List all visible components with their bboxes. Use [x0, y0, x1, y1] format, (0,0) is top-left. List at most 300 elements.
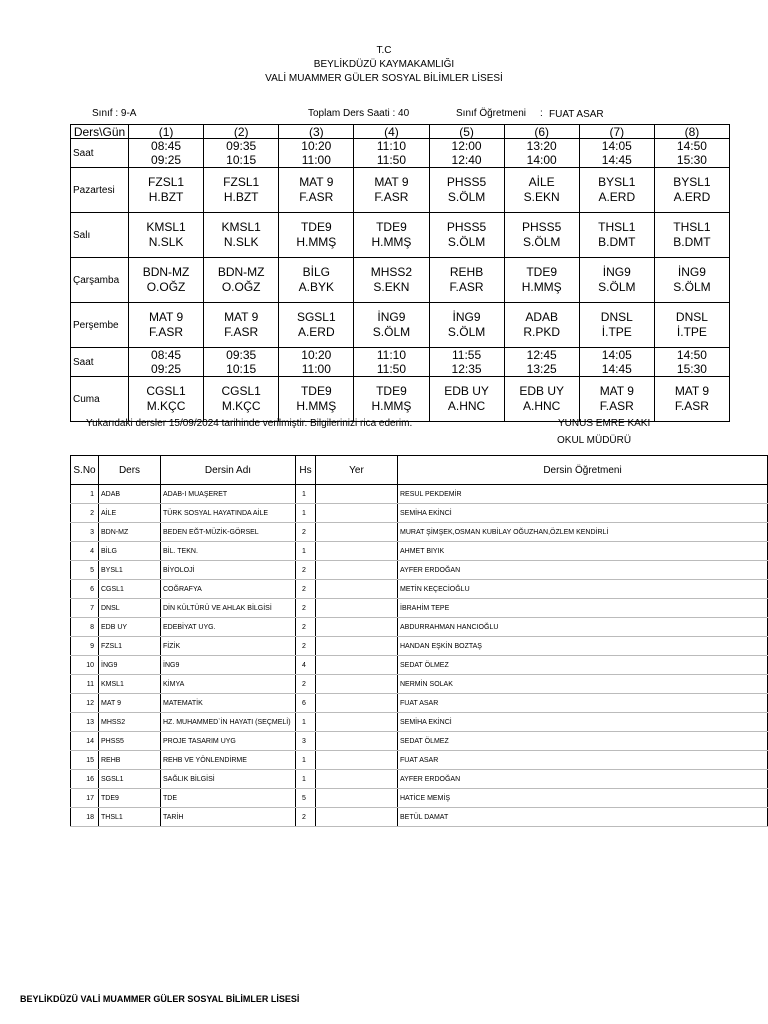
- time-start: 14:50: [676, 139, 707, 153]
- lesson-code: TDE9: [300, 384, 332, 398]
- course-hours: 2: [296, 599, 316, 618]
- lesson-code: BİLG: [302, 265, 330, 279]
- period-number: (8): [654, 125, 729, 139]
- lesson-code: TDE9: [300, 220, 332, 234]
- lesson-teacher: B.DMT: [673, 235, 711, 249]
- notice-text: Yukarıdaki dersler 15/09/2024 tarihinde verilmiştir. Bilgilerinizi rica ederim.: [86, 418, 413, 429]
- day-name: Perşembe: [71, 303, 129, 348]
- lesson-code: REHB: [449, 265, 484, 279]
- course-hours: 1: [296, 751, 316, 770]
- period-number: (4): [354, 125, 429, 139]
- lesson-code: TDE9: [376, 384, 407, 398]
- lesson-cell: [654, 213, 729, 258]
- course-teacher: FUAT ASAR: [398, 751, 768, 770]
- course-hours: 2: [296, 637, 316, 656]
- course-room: [316, 523, 398, 542]
- course-name: TÜRK SOSYAL HAYATINDA AİLE: [161, 504, 296, 523]
- course-code: SGSL1: [99, 770, 161, 789]
- lesson-teacher: A.HNC: [523, 399, 561, 413]
- course-code: CGSL1: [99, 580, 161, 599]
- course-room: [316, 789, 398, 808]
- course-row: [71, 675, 768, 694]
- course-hours: 2: [296, 561, 316, 580]
- lesson-teacher: B.DMT: [598, 235, 636, 249]
- lesson-code: MAT 9: [599, 384, 634, 398]
- lesson-cell: [429, 213, 504, 258]
- lesson-cell: [504, 213, 579, 258]
- time-start: 10:20: [301, 139, 332, 153]
- lesson-cell: [129, 258, 204, 303]
- day-name: Pazartesi: [71, 168, 129, 213]
- course-no: 14: [71, 732, 99, 751]
- lesson-code: İNG9: [677, 265, 706, 279]
- course-hours: 6: [296, 694, 316, 713]
- lesson-code: FZSL1: [148, 175, 185, 189]
- time-end: 10:15: [226, 153, 257, 167]
- course-no: 2: [71, 504, 99, 523]
- lesson-code: CGSL1: [221, 384, 261, 398]
- time-slot: [504, 139, 579, 168]
- lesson-teacher: M.KÇC: [221, 399, 261, 413]
- lesson-teacher: H.BZT: [148, 190, 184, 204]
- time-start: 11:55: [451, 348, 482, 362]
- lesson-teacher: A.ERD: [297, 325, 335, 339]
- lesson-teacher: N.SLK: [223, 235, 259, 249]
- time-start: 11:10: [376, 348, 406, 362]
- day-row: [71, 168, 730, 213]
- time-end: 09:25: [151, 362, 182, 376]
- lesson-teacher: S.ÖLM: [447, 235, 486, 249]
- time-start: 13:20: [526, 139, 557, 153]
- course-teacher: HANDAN EŞKİN BOZTAŞ: [398, 637, 768, 656]
- course-room: [316, 713, 398, 732]
- course-room: [316, 599, 398, 618]
- lesson-cell: [279, 258, 354, 303]
- principal-name: YUNUS EMRE KAKI: [558, 418, 651, 429]
- course-room: [316, 504, 398, 523]
- lesson-cell: [354, 213, 429, 258]
- lesson-cell: [129, 377, 204, 422]
- course-no: 16: [71, 770, 99, 789]
- lesson-cell: [429, 303, 504, 348]
- course-list-table: [70, 455, 768, 827]
- lesson-code: BDN-MZ: [217, 265, 265, 279]
- lesson-teacher: O.OĞZ: [146, 280, 186, 294]
- course-code: PHSS5: [99, 732, 161, 751]
- lesson-cell: [654, 303, 729, 348]
- course-row: [71, 542, 768, 561]
- lesson-teacher: F.ASR: [674, 399, 709, 413]
- lesson-code: TDE9: [376, 220, 407, 234]
- time-end: 14:00: [526, 153, 557, 167]
- course-hours: 1: [296, 504, 316, 523]
- lesson-teacher: F.ASR: [224, 325, 259, 339]
- lesson-code: MAT 9: [299, 175, 334, 189]
- course-name: BİL. TEKN.: [161, 542, 296, 561]
- course-row: [71, 751, 768, 770]
- course-row: [71, 504, 768, 523]
- time-end: 11:00: [301, 362, 331, 376]
- lesson-teacher: F.ASR: [299, 190, 334, 204]
- course-hours: 2: [296, 808, 316, 827]
- course-room: [316, 656, 398, 675]
- course-teacher: İBRAHİM TEPE: [398, 599, 768, 618]
- course-hours: 1: [296, 770, 316, 789]
- lesson-code: BYSL1: [673, 175, 711, 189]
- course-name: REHB VE YÖNLENDİRME: [161, 751, 296, 770]
- course-teacher: METİN KEÇECİOĞLU: [398, 580, 768, 599]
- saat-label: Saat: [71, 139, 129, 168]
- course-hours: 2: [296, 580, 316, 599]
- course-no: 4: [71, 542, 99, 561]
- time-slot: [129, 139, 204, 168]
- time-slot: [204, 348, 279, 377]
- lesson-cell: [429, 258, 504, 303]
- lesson-cell: [429, 377, 504, 422]
- course-code: BDN-MZ: [99, 523, 161, 542]
- col-header-ogretmen: Dersin Öğretmeni: [398, 456, 768, 485]
- course-room: [316, 618, 398, 637]
- course-code: REHB: [99, 751, 161, 770]
- lesson-cell: [354, 168, 429, 213]
- course-room: [316, 732, 398, 751]
- lesson-teacher: O.OĞZ: [221, 280, 261, 294]
- time-slot: [579, 348, 654, 377]
- lesson-cell: [504, 258, 579, 303]
- time-end: 12:40: [451, 153, 482, 167]
- time-slot: [654, 139, 729, 168]
- time-slot: [279, 139, 354, 168]
- lesson-cell: [279, 213, 354, 258]
- time-start: 11:10: [376, 139, 406, 153]
- course-hours: 4: [296, 656, 316, 675]
- course-room: [316, 770, 398, 789]
- lesson-cell: [204, 168, 279, 213]
- lesson-cell: [504, 377, 579, 422]
- lesson-teacher: N.SLK: [148, 235, 184, 249]
- course-teacher: AHMET BIYIK: [398, 542, 768, 561]
- col-header-yer: Yer: [316, 456, 398, 485]
- course-hours: 1: [296, 485, 316, 504]
- time-end: 11:00: [301, 153, 331, 167]
- course-name: PROJE TASARIM UYG: [161, 732, 296, 751]
- day-row: [71, 377, 730, 422]
- course-teacher: SEDAT ÖLMEZ: [398, 656, 768, 675]
- time-slot: [429, 348, 504, 377]
- lesson-code: KMSL1: [221, 220, 261, 234]
- header-tc: T.C: [376, 45, 392, 56]
- weekly-timetable: [70, 124, 730, 422]
- course-row: [71, 656, 768, 675]
- lesson-teacher: A.HNC: [447, 399, 486, 413]
- course-name: ADAB-I MUAŞERET: [161, 485, 296, 504]
- course-code: THSL1: [99, 808, 161, 827]
- course-hours: 3: [296, 732, 316, 751]
- lesson-code: PHSS5: [446, 220, 487, 234]
- lesson-cell: [129, 303, 204, 348]
- course-no: 9: [71, 637, 99, 656]
- lesson-cell: [579, 377, 654, 422]
- course-teacher: BETÜL DAMAT: [398, 808, 768, 827]
- lesson-teacher: A.BYK: [298, 280, 334, 294]
- lesson-code: DNSL: [600, 310, 633, 324]
- lesson-code: THSL1: [673, 220, 711, 234]
- lesson-cell: [654, 377, 729, 422]
- lesson-code: EDB UY: [519, 384, 565, 398]
- course-row: [71, 770, 768, 789]
- lesson-cell: [429, 168, 504, 213]
- course-teacher: MURAT ŞİMŞEK,OSMAN KUBİLAY OĞUZHAN,ÖZLEM KENDİRLİ: [398, 523, 768, 542]
- lesson-teacher: A.ERD: [673, 190, 711, 204]
- lesson-code: MHSS2: [370, 265, 413, 279]
- lesson-code: MAT 9: [674, 384, 710, 398]
- lesson-teacher: F.ASR: [374, 190, 409, 204]
- time-slot: [429, 139, 504, 168]
- lesson-cell: [579, 213, 654, 258]
- period-header-row: [71, 125, 730, 139]
- course-row: [71, 485, 768, 504]
- course-no: 8: [71, 618, 99, 637]
- course-code: BYSL1: [99, 561, 161, 580]
- course-room: [316, 580, 398, 599]
- course-code: DNSL: [99, 599, 161, 618]
- time-end: 11:50: [376, 362, 406, 376]
- lesson-cell: [129, 168, 204, 213]
- course-no: 6: [71, 580, 99, 599]
- day-name: Salı: [71, 213, 129, 258]
- course-hours: 1: [296, 542, 316, 561]
- course-name: KİMYA: [161, 675, 296, 694]
- lesson-cell: [504, 168, 579, 213]
- course-room: [316, 751, 398, 770]
- lesson-cell: [204, 258, 279, 303]
- lesson-cell: [204, 213, 279, 258]
- day-name: Çarşamba: [71, 258, 129, 303]
- course-no: 10: [71, 656, 99, 675]
- course-name: EDEBİYAT UYG.: [161, 618, 296, 637]
- course-no: 18: [71, 808, 99, 827]
- lesson-code: İNG9: [452, 310, 481, 324]
- time-slot: [579, 139, 654, 168]
- saat-label: Saat: [71, 348, 129, 377]
- course-no: 7: [71, 599, 99, 618]
- course-room: [316, 542, 398, 561]
- lesson-code: PHSS5: [522, 220, 562, 234]
- course-code: EDB UY: [99, 618, 161, 637]
- course-code: FZSL1: [99, 637, 161, 656]
- lesson-teacher: H.MMŞ: [371, 399, 412, 413]
- lesson-cell: [579, 168, 654, 213]
- lesson-code: KMSL1: [146, 220, 186, 234]
- lesson-teacher: S.ÖLM: [598, 280, 636, 294]
- time-slot: [204, 139, 279, 168]
- course-hours: 2: [296, 675, 316, 694]
- lesson-code: ADAB: [525, 310, 559, 324]
- lesson-cell: [354, 377, 429, 422]
- course-name: MATEMATİK: [161, 694, 296, 713]
- lesson-code: FZSL1: [223, 175, 260, 189]
- course-teacher: NERMİN SOLAK: [398, 675, 768, 694]
- course-row: [71, 694, 768, 713]
- course-name: DİN KÜLTÜRÜ VE AHLAK BİLGİSİ: [161, 599, 296, 618]
- time-start: 14:05: [601, 139, 632, 153]
- time-slot: [129, 348, 204, 377]
- time-start: 09:35: [226, 348, 257, 362]
- lesson-code: TDE9: [526, 265, 558, 279]
- course-room: [316, 675, 398, 694]
- time-start: 12:00: [451, 139, 482, 153]
- course-no: 17: [71, 789, 99, 808]
- period-number: (7): [579, 125, 654, 139]
- time-start: 10:20: [301, 348, 332, 362]
- course-no: 12: [71, 694, 99, 713]
- lesson-teacher: S.EKN: [523, 190, 560, 204]
- course-room: [316, 808, 398, 827]
- lesson-cell: [354, 303, 429, 348]
- lesson-cell: [579, 258, 654, 303]
- col-header-hs: Hs: [296, 456, 316, 485]
- course-row: [71, 732, 768, 751]
- course-no: 13: [71, 713, 99, 732]
- time-row: [71, 139, 730, 168]
- course-code: MHSS2: [99, 713, 161, 732]
- course-room: [316, 561, 398, 580]
- day-row: [71, 303, 730, 348]
- period-number: (6): [504, 125, 579, 139]
- course-row: [71, 599, 768, 618]
- total-hours-label: Toplam Ders Saati : 40: [308, 108, 410, 119]
- time-end: 15:30: [676, 153, 707, 167]
- lesson-teacher: H.MMŞ: [521, 280, 562, 294]
- col-header-no: S.No: [71, 456, 99, 485]
- time-end: 10:15: [226, 362, 257, 376]
- lesson-cell: [579, 303, 654, 348]
- time-end: 09:25: [151, 153, 182, 167]
- lesson-code: EDB UY: [444, 384, 489, 398]
- course-teacher: HATİCE MEMİŞ: [398, 789, 768, 808]
- lesson-teacher: H.MMŞ: [296, 399, 337, 413]
- lesson-code: AİLE: [528, 175, 555, 189]
- course-name: TARİH: [161, 808, 296, 827]
- lesson-teacher: A.ERD: [598, 190, 636, 204]
- time-end: 14:45: [601, 153, 632, 167]
- col-header-adi: Dersin Adı: [161, 456, 296, 485]
- time-slot: [279, 348, 354, 377]
- lesson-teacher: H.MMŞ: [371, 235, 412, 249]
- course-teacher: AYFER ERDOĞAN: [398, 561, 768, 580]
- lesson-code: MAT 9: [374, 175, 409, 189]
- course-name: COĞRAFYA: [161, 580, 296, 599]
- time-end: 14:45: [601, 362, 632, 376]
- period-number: (1): [129, 125, 204, 139]
- lesson-teacher: S.ÖLM: [673, 280, 711, 294]
- time-slot: [354, 139, 429, 168]
- lesson-cell: [354, 258, 429, 303]
- course-no: 5: [71, 561, 99, 580]
- corner-cell: Ders\Gün: [71, 125, 129, 139]
- lesson-cell: [204, 377, 279, 422]
- course-name: FİZİK: [161, 637, 296, 656]
- course-code: TDE9: [99, 789, 161, 808]
- lesson-teacher: M.KÇC: [146, 399, 186, 413]
- lesson-teacher: S.EKN: [373, 280, 410, 294]
- period-number: (5): [429, 125, 504, 139]
- course-name: SAĞLIK BİLGİSİ: [161, 770, 296, 789]
- lesson-teacher: H.BZT: [223, 190, 259, 204]
- col-header-ders: Ders: [99, 456, 161, 485]
- course-name: TDE: [161, 789, 296, 808]
- class-teacher-name: FUAT ASAR: [549, 109, 604, 120]
- lesson-teacher: İ.TPE: [676, 325, 707, 339]
- footer-school-name: BEYLİKDÜZÜ VALİ MUAMMER GÜLER SOSYAL BİLİMLER LİSESİ: [20, 994, 300, 1004]
- course-teacher: ABDURRAHMAN HANCIOĞLU: [398, 618, 768, 637]
- course-no: 3: [71, 523, 99, 542]
- lesson-code: THSL1: [598, 220, 636, 234]
- course-name: HZ. MUHAMMED`İN HAYATI (SEÇMELİ): [161, 713, 296, 732]
- lesson-cell: [279, 377, 354, 422]
- time-start: 12:45: [526, 348, 557, 362]
- course-row: [71, 789, 768, 808]
- principal-title: OKUL MÜDÜRÜ: [557, 435, 632, 446]
- course-name: BEDEN EĞT-MÜZİK-GÖRSEL: [161, 523, 296, 542]
- lesson-teacher: S.ÖLM: [523, 235, 561, 249]
- time-start: 09:35: [226, 139, 257, 153]
- period-number: (2): [204, 125, 279, 139]
- course-code: KMSL1: [99, 675, 161, 694]
- lesson-cell: [279, 303, 354, 348]
- class-teacher-separator: :: [540, 108, 543, 119]
- course-no: 15: [71, 751, 99, 770]
- course-hours: 2: [296, 523, 316, 542]
- lesson-code: İNG9: [377, 310, 406, 324]
- course-teacher: FUAT ASAR: [398, 694, 768, 713]
- lesson-cell: [129, 213, 204, 258]
- course-name: İNG9: [161, 656, 296, 675]
- period-number: (3): [279, 125, 354, 139]
- course-hours: 1: [296, 713, 316, 732]
- course-room: [316, 637, 398, 656]
- time-end: 15:30: [676, 362, 707, 376]
- course-code: MAT 9: [99, 694, 161, 713]
- course-row: [71, 713, 768, 732]
- course-name: BİYOLOJİ: [161, 561, 296, 580]
- course-row: [71, 618, 768, 637]
- course-teacher: SEMİHA EKİNCİ: [398, 713, 768, 732]
- lesson-teacher: H.MMŞ: [296, 235, 337, 249]
- class-teacher-label: Sınıf Öğretmeni: [456, 108, 527, 119]
- course-teacher: SEMİHA EKİNCİ: [398, 504, 768, 523]
- lesson-teacher: F.ASR: [599, 399, 634, 413]
- course-row: [71, 561, 768, 580]
- lesson-teacher: R.PKD: [523, 325, 561, 339]
- course-hours: 2: [296, 618, 316, 637]
- course-row: [71, 808, 768, 827]
- time-start: 14:50: [676, 348, 707, 362]
- lesson-code: BDN-MZ: [142, 265, 190, 279]
- course-row: [71, 580, 768, 599]
- class-label: Sınıf : 9-A: [92, 108, 137, 119]
- time-end: 13:25: [526, 362, 557, 376]
- course-code: BİLG: [99, 542, 161, 561]
- time-slot: [354, 348, 429, 377]
- day-row: [71, 213, 730, 258]
- lesson-code: BYSL1: [598, 175, 636, 189]
- lesson-teacher: İ.TPE: [601, 325, 632, 339]
- time-start: 14:05: [601, 348, 632, 362]
- header-district: BEYLİKDÜZÜ KAYMAKAMLIĞI: [313, 59, 455, 70]
- course-room: [316, 485, 398, 504]
- course-teacher: SEDAT ÖLMEZ: [398, 732, 768, 751]
